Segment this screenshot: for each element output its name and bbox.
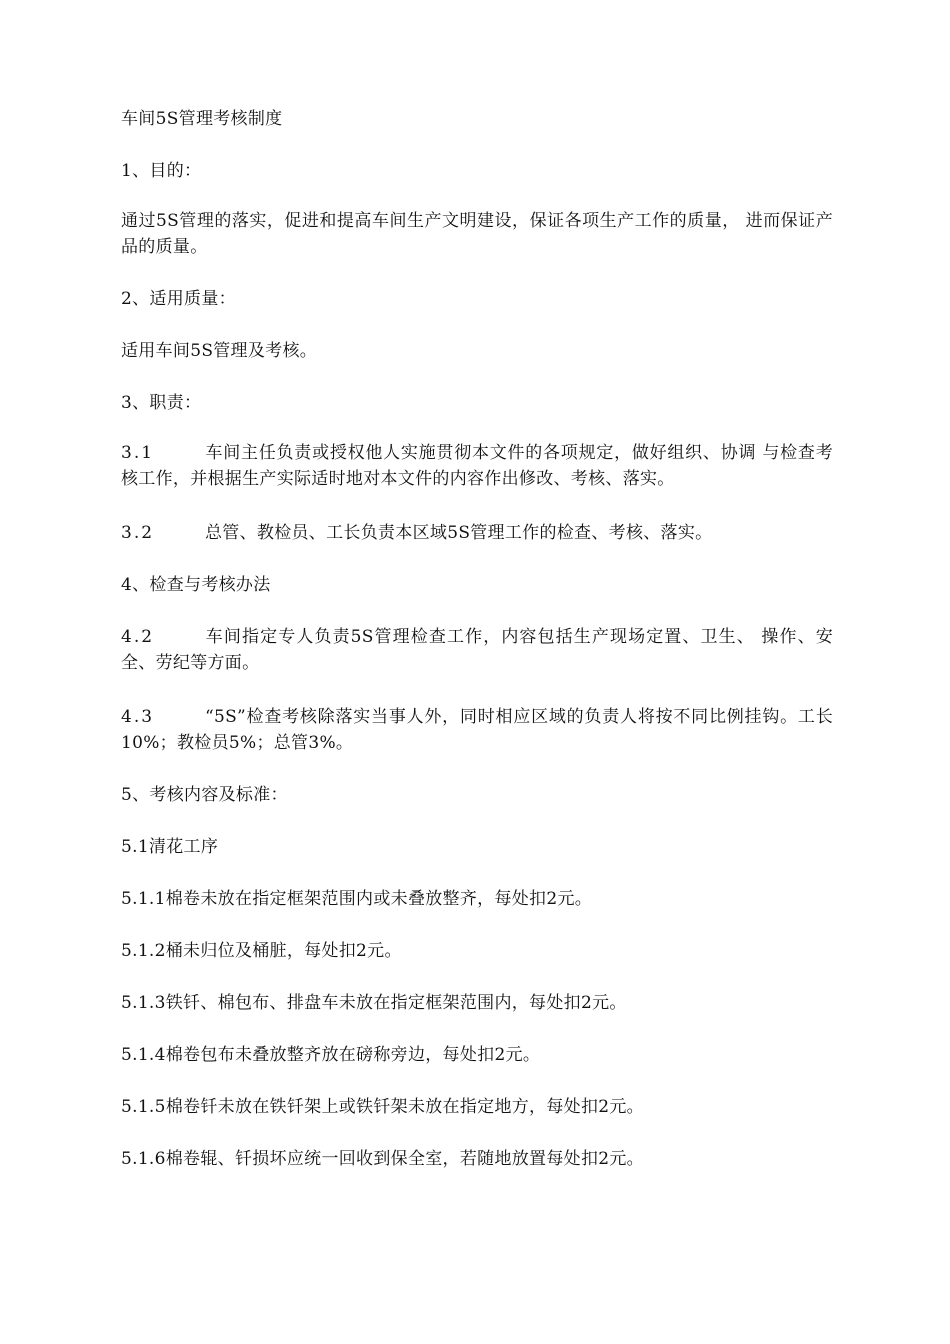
item-text: 总管、教检员、工长负责本区域5S管理工作的检查、考核、落实。 (205, 523, 713, 543)
section-1-heading: 1、目的： (121, 161, 202, 181)
item-text: 车间指定专人负责5S管理检查工作，内容包括生产现场定置、卫生、 操作、安全、劳纪等方面。 (121, 627, 833, 673)
item-number: 3.2 (121, 523, 155, 543)
rule-item: 5.1.3铁钎、棉包布、排盘车未放在指定框架范围内，每处扣2元。 (121, 993, 627, 1013)
section-4-heading: 4、检查与考核办法 (121, 575, 271, 595)
item-4-3 (121, 704, 833, 756)
rule-item: 5.1.4棉卷包布未叠放整齐放在磅称旁边，每处扣2元。 (121, 1045, 541, 1065)
rule-item: 5.1.2桶未归位及桶脏，每处扣2元。 (121, 941, 402, 961)
item-number: 4.3 (121, 707, 155, 727)
section-3-heading: 3、职责： (121, 393, 202, 413)
item-number: 4.2 (121, 627, 155, 647)
section-1-text: 通过5S管理的落实，促进和提高车间生产文明建设，保证各项生产工作的质量， 进而保证产品的质量。 (121, 211, 833, 257)
item-3-2 (121, 520, 712, 546)
document-title: 车间5S管理考核制度 (121, 109, 283, 129)
item-4-2 (121, 624, 833, 676)
item-number: 3.1 (121, 443, 155, 463)
section-2-heading: 2、适用质量： (121, 289, 236, 309)
section-2-text: 适用车间5S管理及考核。 (121, 341, 318, 361)
section-5-heading: 5、考核内容及标准： (121, 785, 288, 805)
item-3-1 (121, 440, 833, 492)
item-text: 车间主任负责或授权他人实施贯彻本文件的各项规定，做好组织、协调 与检查考核工作，并根据生产实际适时地对本文件的内容作出修改、考核、落实。 (121, 443, 833, 489)
subsection-5-1-heading: 5.1清花工序 (121, 837, 219, 857)
rule-item: 5.1.1棉卷未放在指定框架范围内或未叠放整齐，每处扣2元。 (121, 889, 593, 909)
item-text: “5S”检查考核除落实当事人外，同时相应区域的负责人将按不同比例挂钩。工长10%；教检员5%；总管3%。 (121, 707, 833, 753)
rule-item: 5.1.6棉卷辊、钎损坏应统一回收到保全室，若随地放置每处扣2元。 (121, 1149, 644, 1169)
rule-item: 5.1.5棉卷钎未放在铁钎架上或铁钎架未放在指定地方，每处扣2元。 (121, 1097, 644, 1117)
